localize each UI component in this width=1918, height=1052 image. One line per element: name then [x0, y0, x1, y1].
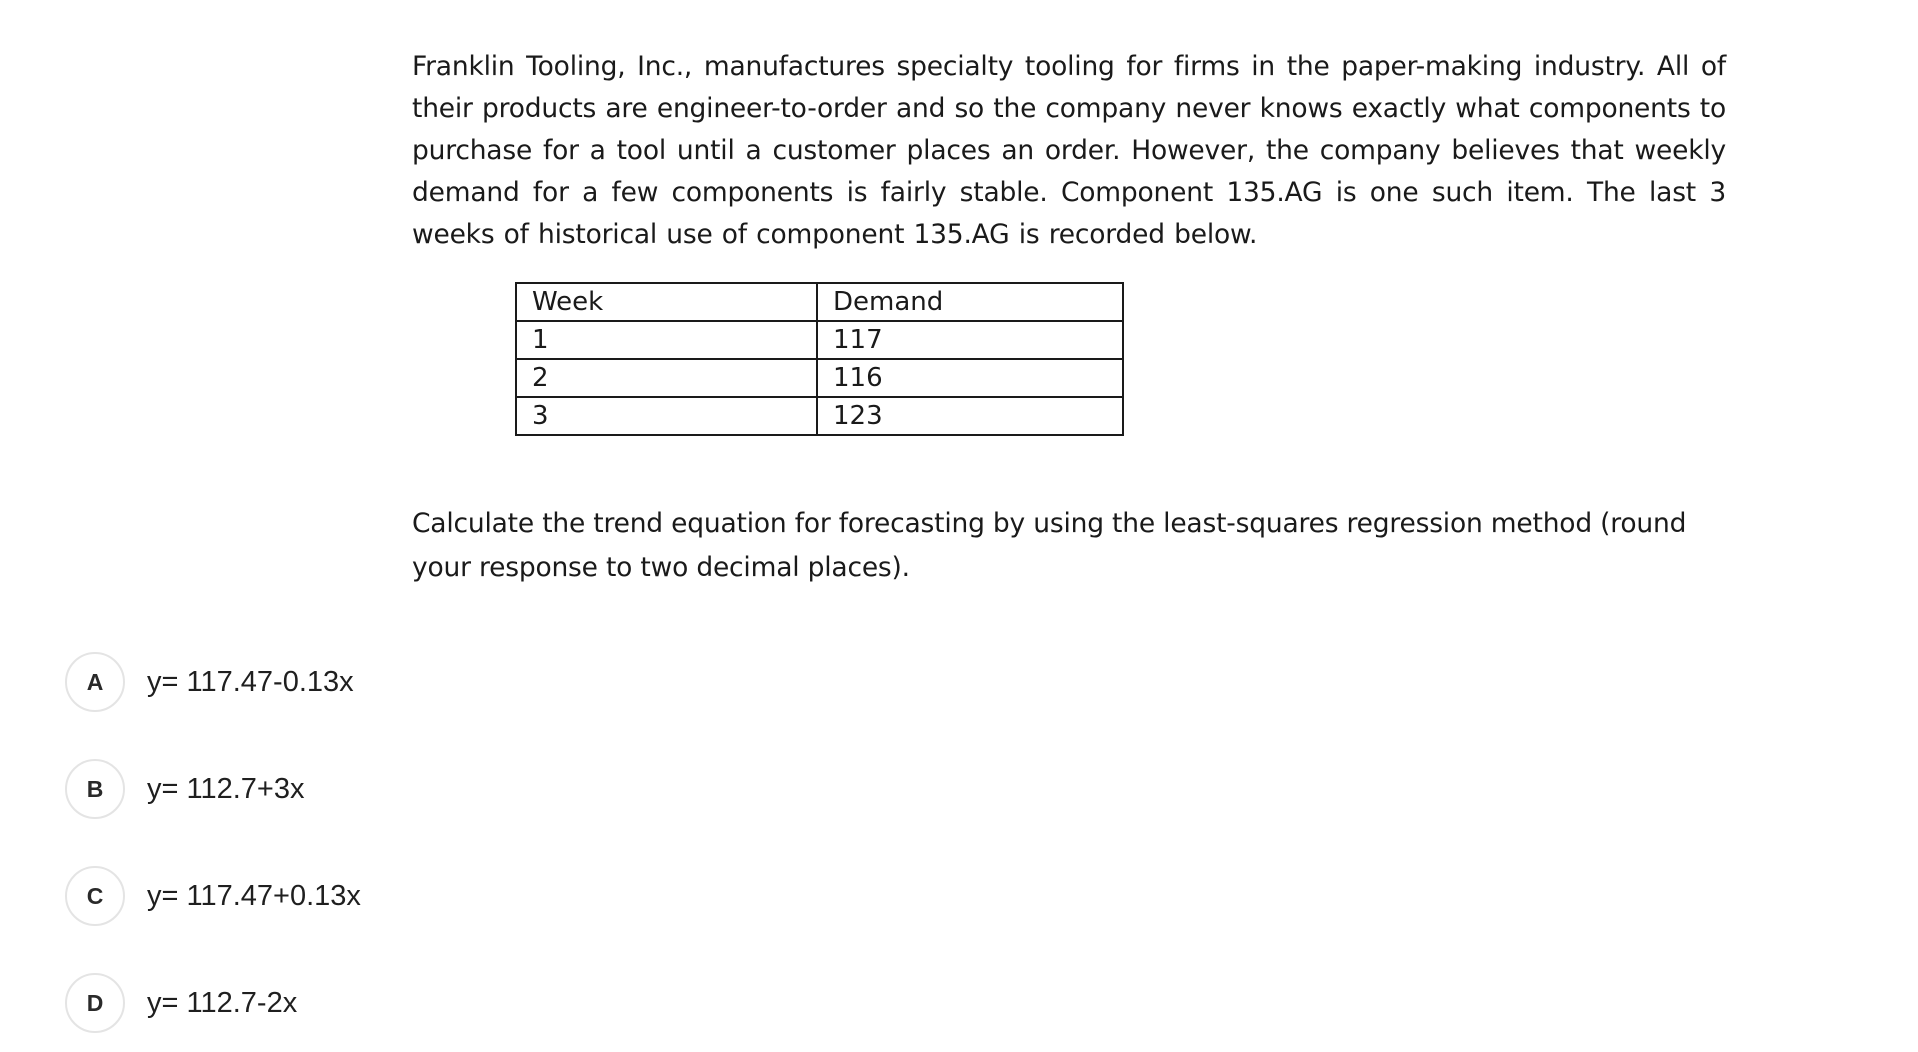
- option-d-text[interactable]: y= 112.7-2x: [147, 986, 298, 1019]
- cell-week: 3: [516, 397, 817, 435]
- option-a[interactable]: [65, 650, 354, 714]
- option-a-text[interactable]: y= 117.47-0.13x: [147, 665, 354, 698]
- cell-week: 1: [516, 321, 817, 359]
- option-c-text[interactable]: y= 117.47+0.13x: [147, 879, 361, 912]
- option-c[interactable]: [65, 864, 361, 928]
- header-demand: Demand: [817, 283, 1123, 321]
- question-prompt: Calculate the trend equation for forecasting by using the least-squares regression method (round your response to two decimal places).: [412, 508, 1687, 583]
- table-row: [516, 397, 1123, 435]
- cell-demand: 116: [817, 359, 1123, 397]
- option-c-badge[interactable]: C: [65, 866, 125, 926]
- option-b[interactable]: [65, 757, 304, 821]
- option-b-badge[interactable]: B: [65, 759, 125, 819]
- header-week: Week: [516, 283, 817, 321]
- table-row: [516, 359, 1123, 397]
- option-a-badge[interactable]: A: [65, 652, 125, 712]
- question-intro: Franklin Tooling, Inc., manufactures specialty tooling for firms in the paper-making industry. All of their products are engineer-to-order and so the company never knows exactly what components to purchase for a tool until a customer places an order. However, the company believes that weekly demand for a few components is fairly stable. Component 135.AG is one such item. The last 3 weeks of historical use of component 135.AG is recorded below.: [412, 51, 1726, 250]
- cell-demand: 117: [817, 321, 1123, 359]
- question-block: [412, 46, 1726, 583]
- option-b-text[interactable]: y= 112.7+3x: [147, 772, 305, 805]
- table-row: [516, 321, 1123, 359]
- option-d-badge[interactable]: D: [65, 973, 125, 1033]
- cell-demand: 123: [817, 397, 1123, 435]
- table-header-row: [516, 283, 1123, 321]
- cell-week: 2: [516, 359, 817, 397]
- demand-table: [515, 282, 1124, 436]
- option-d[interactable]: [65, 971, 297, 1035]
